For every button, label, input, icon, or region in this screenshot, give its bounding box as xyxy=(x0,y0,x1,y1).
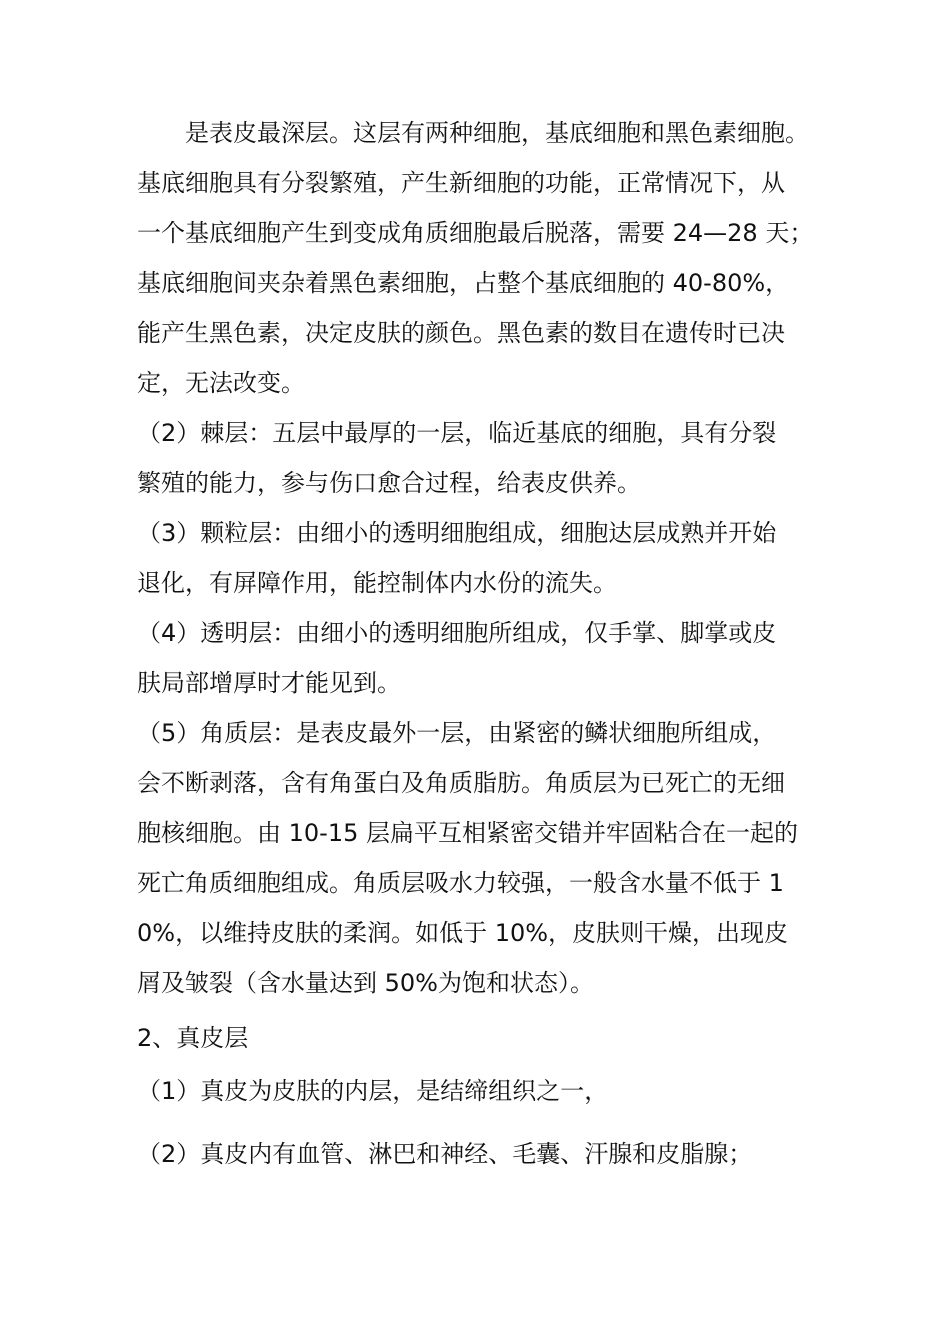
text-line-5: 能产生黑色素，决定皮肤的颜色。黑色素的数目在遗传时已决 xyxy=(137,319,785,347)
text-line-7: （2）棘层：五层中最厚的一层，临近基底的细胞，具有分裂 xyxy=(137,419,777,447)
text-line-12: 肤局部增厚时才能见到。 xyxy=(137,669,401,697)
text-line-13: （5）角质层：是表皮最外一层，由紧密的鳞状细胞所组成， xyxy=(137,719,777,747)
text-line-16: 死亡角质细胞组成。角质层吸水力较强，一般含水量不低于 1 xyxy=(137,869,784,897)
text-line-11: （4）透明层：由细小的透明细胞所组成，仅手掌、脚掌或皮 xyxy=(137,619,777,647)
text-line-4: 基底细胞间夹杂着黑色素细胞，占整个基底细胞的 40-80%， xyxy=(137,269,790,297)
text-line-18: 屑及皱裂（含水量达到 50%为饱和状态）。 xyxy=(137,969,594,997)
text-line-15: 胞核细胞。由 10-15 层扁平互相紧密交错并牢固粘合在一起的 xyxy=(137,819,798,847)
text-line-6: 定，无法改变。 xyxy=(137,369,305,397)
text-line-3: 一个基底细胞产生到变成角质细胞最后脱落，需要 24—28 天； xyxy=(137,219,814,247)
text-line-10: 退化，有屏障作用，能控制体内水份的流失。 xyxy=(137,569,617,597)
text-line-9: （3）颗粒层：由细小的透明细胞组成，细胞达层成熟并开始 xyxy=(137,519,777,547)
text-line-8: 繁殖的能力，参与伤口愈合过程，给表皮供养。 xyxy=(137,469,641,497)
text-line-21: （2）真皮内有血管、淋巴和神经、毛囊、汗腺和皮脂腺； xyxy=(137,1140,753,1168)
text-line-2: 基底细胞具有分裂繁殖，产生新细胞的功能，正常情况下，从 xyxy=(137,169,785,197)
text-line-20: （1）真皮为皮肤的内层，是结缔组织之一， xyxy=(137,1077,609,1105)
section-heading: 2、真皮层 xyxy=(137,1024,249,1052)
text-line-17: 0%，以维持皮肤的柔润。如低于 10%，皮肤则干燥，出现皮 xyxy=(137,919,789,947)
text-line-1: 是表皮最深层。这层有两种细胞，基底细胞和黑色素细胞。 xyxy=(137,119,809,147)
text-line-14: 会不断剥落，含有角蛋白及角质脂肪。角质层为已死亡的无细 xyxy=(137,769,785,797)
